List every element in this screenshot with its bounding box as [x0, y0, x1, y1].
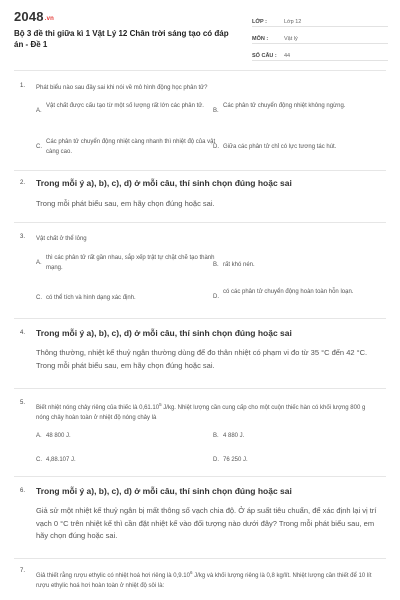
divider [14, 70, 386, 71]
document-page: 2048.vn Bộ 3 đề thi giữa kì 1 Vật Lý 12 Chân trời sáng tạo có đáp án - Đề 1 LỚP : Lớp 12 MÔN : Vật lý SỐ CÂU : 44 1. Phát biểu nào sau đây sai khi nói về mô hình động học phân tử? A. Vật chất được cấu tạo từ một số lượng rất lớn các phân tử. B. Các phân tử chuyển động nhiệt không ngừng. C. Các phân tử chuyển động nhiệt càng nhanh thì nhiệt độ của vật càng cao. D. Giữa các phân tử chỉ có lực tương tác hút. 2. Trong mỗi ý a), b), c), d) ở mỗi câu, thí sinh chọn đúng hoặc sai Trong mỗi phát biểu sau, em hãy chọn đúng hoặc sai. 3. Vật chất ở thể lỏng A. thì các phân tử rất gần nhau, sắp xếp trật tự chặt chẽ tạo thành mạng. B. rất khó nén. C. có thể tích và hình dạng xác định. D. có các phân tử chuyển động hoàn toàn hỗn loạn. 4. Trong mỗi ý a), b), c), d) ở mỗi câu, thí sinh chọn đúng hoặc sai Thông thường, nhiệt kế thuỷ ngân thường dùng để đo thân nhiệt có phạm vi đo từ 35 °C đến 42 °C. Trong mỗi phát biểu sau, em hãy chọn đúng hoặc sai. 5. Biết nhiệt nóng chảy riêng của thiếc là 0,61.10$^5$ J/kg. Nhiệt lượng cần cung cấp cho một cuộn thiếc hàn có khối lượng 800 g nóng chảy hoàn toàn ở nhiệt độ nóng chảy là A. 48 800 J. B. 4 880 J. C. 4,88.107 J. D. 76 250 J. 6. Trong mỗi ý a), b), c), d) ở mỗi câu, thí sinh chọn đúng hoặc sai Giả sử một nhiệt kế thuỷ ngân bị mất thông số vạch chia độ. Ở áp suất tiêu chuẩn, để xác định lại vị trí vạch 0 °C trên nhiệt kế thì cần đặt nhiệt kế vào đối tượng nào dưới đây? Trong mỗi phát biểu sau, em hãy chọn đúng hoặc sai. 7. Giả thiết rằng rượu ethylic có nhiệt hoá hơi riêng là 0,9.10$^6$ J/kg và khối lượng riêng là 0,8 kg/lít. Nhiệt lượng cần thiết để 10 lít rượu ethylic hoá hơi hoàn toàn ở nhiệt độ sôi là: [0, 0, 400, 600]
divider [14, 222, 386, 223]
question-text: Phát biểu nào sau đây sai khi nói về mô hình động học phân tử? [36, 85, 208, 91]
question-number: 1. [20, 83, 26, 89]
document-title: Bộ 3 đề thi giữa kì 1 Vật Lý 12 Chân trời sáng tạo có đáp án - Đề 1 [14, 29, 229, 49]
question-number: 6. [20, 488, 26, 494]
question-number: 5. [20, 400, 26, 406]
question-heading: Trong mỗi ý a), b), c), d) ở mỗi câu, thí sinh chọn đúng hoặc sai [36, 328, 292, 338]
question-heading: Trong mỗi ý a), b), c), d) ở mỗi câu, thí sinh chọn đúng hoặc sai [36, 486, 292, 496]
question-text: Vật chất ở thể lỏng [36, 236, 87, 242]
divider [14, 388, 386, 389]
divider [14, 318, 386, 319]
meta-row-class: LỚP : Lớp 12 [252, 13, 388, 27]
question-body: Thông thường, nhiệt kế thuỷ ngân thường dùng để đo thân nhiệt có phạm vi đo từ 35 °C đến 42 °C. Trong mỗi phát biểu sau, em hãy chọn đúng hoặc sai. [36, 348, 368, 370]
meta-row-count: SỐ CÂU : 44 [252, 47, 388, 61]
question-heading: Trong mỗi ý a), b), c), d) ở mỗi câu, thí sinh chọn đúng hoặc sai [36, 178, 292, 188]
divider [14, 170, 386, 171]
question-number: 2. [20, 180, 26, 186]
meta-table [252, 13, 388, 64]
divider [14, 476, 386, 477]
question-text: Giả thiết rằng rượu ethylic có nhiệt hoá hơi riêng là 0,9.10$^6$ J/kg và khối lượng riêng là 0,8 kg/lít. Nhiệt lượng cần thiết để 10 lít rượu ethylic hoá hơi hoàn toàn ở nhiệt độ sôi là: [36, 570, 372, 589]
meta-row-subject: MÔN : Vật lý [252, 30, 388, 44]
question-number: 4. [20, 330, 26, 336]
question-body: Trong mỗi phát biểu sau, em hãy chọn đúng hoặc sai. [36, 199, 215, 208]
site-logo[interactable]: 2048.vn [14, 9, 55, 24]
page-header [0, 0, 400, 62]
question-body: Giả sử một nhiệt kế thuỷ ngân bị mất thông số vạch chia độ. Ở áp suất tiêu chuẩn, để xác định lại vị trí vạch 0 °C trên nhiệt kế thì cần đặt nhiệt kế vào đối tượng nào dưới đây? Trong mỗi phát biểu sau, em hãy chọn đúng hoặc sai. [36, 506, 377, 540]
divider [14, 558, 386, 559]
question-number: 7. [20, 568, 26, 574]
question-text: Biết nhiệt nóng chảy riêng của thiếc là 0,61.10$^5$ J/kg. Nhiệt lượng cần cung cấp cho một cuộn thiếc hàn có khối lượng 800 g nóng chảy hoàn toàn ở nhiệt độ nóng chảy là [36, 402, 366, 421]
question-number: 3. [20, 234, 26, 240]
